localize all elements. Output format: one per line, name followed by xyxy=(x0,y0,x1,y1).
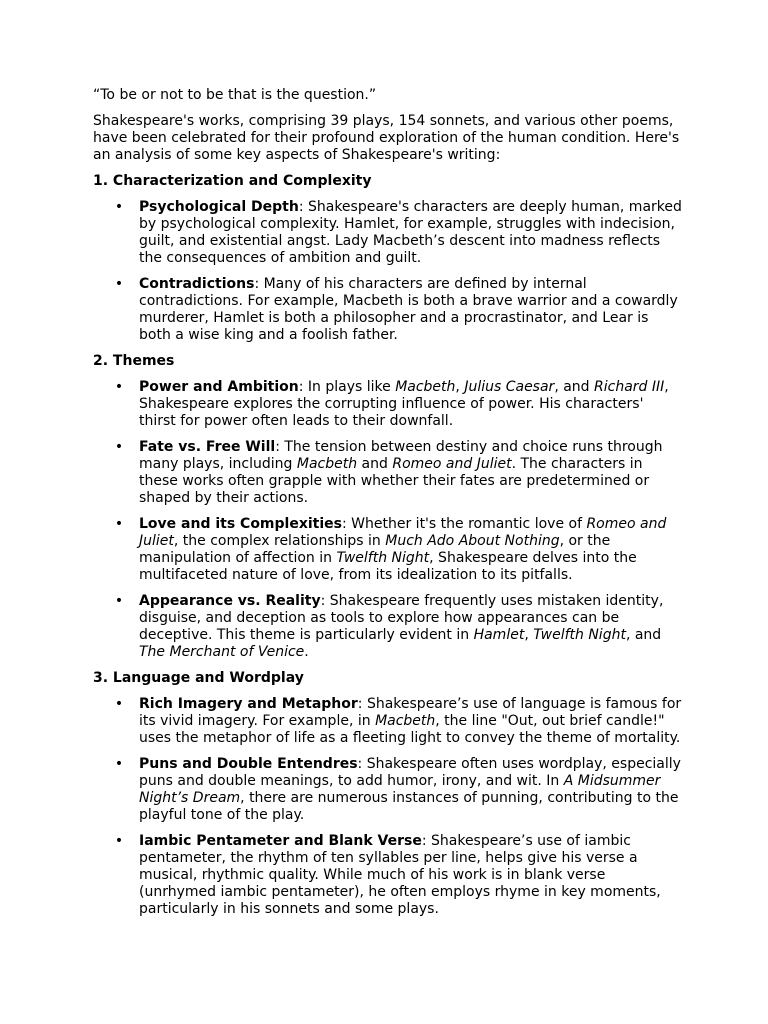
item-title-italic: The Merchant of Venice xyxy=(139,644,305,660)
item-term: Rich Imagery and Metaphor xyxy=(139,696,358,712)
item-term: Power and Ambition xyxy=(139,379,299,395)
item-text: , Shakespeare delves into the multifaceted nature of love, from its idealization to its pitfalls. xyxy=(139,550,637,583)
bullet-icon: • xyxy=(114,199,124,215)
list-item xyxy=(93,516,683,584)
bullet-list xyxy=(93,696,683,918)
bullet-icon: • xyxy=(114,379,124,395)
item-term: Puns and Double Entendres xyxy=(139,756,358,772)
item-title-italic: Macbeth xyxy=(375,713,436,729)
bullet-icon: • xyxy=(114,439,124,455)
item-text: , and xyxy=(625,627,662,643)
item-text: : Shakespeare often uses wordplay, especially puns and double meanings, to add humor, irony, and wit. In xyxy=(139,756,681,789)
section-heading: 3. Language and Wordplay xyxy=(93,670,304,686)
item-text: , there are numerous instances of punning, contributing to the playful tone of the play. xyxy=(139,790,679,823)
item-text: : Shakespeare’s use of iambic pentameter, the rhythm of ten syllables per line, helps give his verse a musical, rhythmic quality. While much of his work is in blank verse (unrhymed iambic pentameter), he often employs rhyme in key moments, particularly in his sonnets and some plays. xyxy=(139,833,661,917)
bullet-list xyxy=(93,199,683,344)
bullet-icon: • xyxy=(114,833,124,849)
item-term: Appearance vs. Reality xyxy=(139,593,321,609)
item-term: Love and its Complexities xyxy=(139,516,342,532)
item-title-italic: Hamlet xyxy=(473,627,525,643)
bullet-list xyxy=(93,379,683,661)
list-item xyxy=(93,833,683,918)
item-text: : Shakespeare frequently uses mistaken identity, disguise, and deception as tools to explore how appearances can be deceptive. This theme is particularly evident in xyxy=(139,593,664,643)
item-title-italic: Much Ado About Nothing xyxy=(385,533,560,549)
item-title-italic: Twelfth Night xyxy=(336,550,430,566)
bullet-icon: • xyxy=(114,276,124,292)
item-text: and xyxy=(357,456,393,472)
item-title-italic: Richard III xyxy=(594,379,665,395)
item-text: , and xyxy=(554,379,595,395)
list-item xyxy=(93,379,683,430)
bullet-icon: • xyxy=(114,696,124,712)
item-title-italic: A Midsummer Night’s Dream xyxy=(139,773,661,806)
item-term: Contradictions xyxy=(139,276,255,292)
item-text: : Shakespeare’s use of language is famous for its vivid imagery. For example, in xyxy=(139,696,682,729)
sections-container xyxy=(93,173,683,918)
item-text: , or the manipulation of affection in xyxy=(139,533,611,566)
item-text: , the line "Out, out brief candle!" uses the metaphor of life as a fleeting light to convey the theme of mortality. xyxy=(139,713,681,746)
list-item xyxy=(93,696,683,747)
item-title-italic: Macbeth xyxy=(395,379,456,395)
item-text: : Whether it's the romantic love of xyxy=(342,516,587,532)
section-heading: 2. Themes xyxy=(93,353,175,369)
item-term: Fate vs. Free Will xyxy=(139,439,276,455)
list-item xyxy=(93,439,683,507)
list-item xyxy=(93,593,683,661)
item-text: : In plays like xyxy=(298,379,396,395)
item-text: , xyxy=(524,627,534,643)
item-text: . The characters in these works often grapple with whether their fates are predetermined or shaped by their actions. xyxy=(139,456,650,506)
item-title-italic: Twelfth Night xyxy=(533,627,626,643)
item-term: Iambic Pentameter and Blank Verse xyxy=(139,833,422,849)
item-text: : Shakespeare's characters are deeply human, marked by psychological complexity. Hamlet, for example, struggles with indecision, guilt, and existential angst. Lady Macbeth’s descent into madness reflects the consequences of ambition and guilt. xyxy=(139,199,682,266)
item-title-italic: Julius Caesar xyxy=(464,379,555,395)
item-title-italic: Romeo and Juliet xyxy=(139,516,667,549)
intro-paragraph: Shakespeare's works, comprising 39 plays, 154 sonnets, and various other poems, have been celebrated for their profound exploration of the human condition. Here's an analysis of some key aspects of Shakespeare's writing: xyxy=(93,113,680,163)
bullet-icon: • xyxy=(114,516,124,532)
list-item xyxy=(93,276,683,344)
document-page xyxy=(93,87,683,927)
item-title-italic: Romeo and Juliet xyxy=(392,456,512,472)
item-text: : The tension between destiny and choice runs through many plays, including xyxy=(139,439,663,472)
list-item xyxy=(93,756,683,824)
item-text: , xyxy=(455,379,465,395)
list-item xyxy=(93,199,683,267)
item-term: Psychological Depth xyxy=(139,199,299,215)
item-text: , Shakespeare explores the corrupting influence of power. His characters' thirst for power often leads to their downfall. xyxy=(139,379,669,429)
item-text: . xyxy=(304,644,309,660)
bullet-icon: • xyxy=(114,756,124,772)
opening-quote: “To be or not to be that is the question.” xyxy=(93,87,377,103)
item-text: : Many of his characters are defined by internal contradictions. For example, Macbeth is both a brave warrior and a cowardly murderer, Hamlet is both a philosopher and a procrastinator, and Lear is both a wise king and a foolish father. xyxy=(139,276,678,343)
section-heading: 1. Characterization and Complexity xyxy=(93,173,372,189)
item-text: , the complex relationships in xyxy=(173,533,386,549)
item-title-italic: Macbeth xyxy=(296,456,358,472)
bullet-icon: • xyxy=(114,593,124,609)
